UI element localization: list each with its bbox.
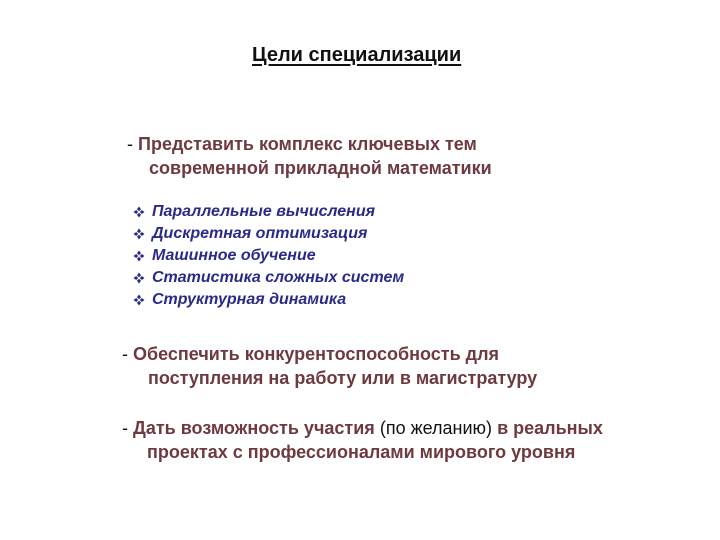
goal-represent-topics xyxy=(127,132,492,180)
goal-competitiveness xyxy=(122,342,537,390)
list-item xyxy=(133,223,404,245)
goal-parenthetical: (по желанию) xyxy=(379,418,493,438)
goal-line xyxy=(122,416,603,440)
goal-text: Обеспечить конкурентоспособность для xyxy=(133,344,500,364)
topic-list xyxy=(133,201,404,311)
goal-line: поступления на работу или в магистратуру xyxy=(148,368,538,388)
goal-line xyxy=(122,342,537,366)
diamond-bullet-icon xyxy=(133,250,145,262)
topic-label: Структурная динамика xyxy=(152,291,347,308)
page-title: Цели специализации xyxy=(252,44,462,66)
goal-line: современной прикладной математики xyxy=(149,158,492,178)
dash-marker: - xyxy=(127,134,133,154)
goal-line xyxy=(127,132,492,156)
goal-text: в реальных xyxy=(497,418,603,438)
goal-text: Представить комплекс ключевых тем xyxy=(138,134,477,154)
goal-real-projects xyxy=(122,416,603,464)
dash-marker: - xyxy=(122,344,128,364)
dash-marker: - xyxy=(122,418,128,438)
topic-label: Дискретная оптимизация xyxy=(152,225,368,242)
list-item xyxy=(133,245,404,267)
goal-line: проектах с профессионалами мирового уровня xyxy=(147,442,576,462)
diamond-bullet-icon xyxy=(133,206,145,218)
diamond-bullet-icon xyxy=(133,228,145,240)
topic-label: Машинное обучение xyxy=(152,247,316,264)
diamond-bullet-icon xyxy=(133,294,145,306)
topic-label: Статистика сложных систем xyxy=(152,269,405,286)
list-item xyxy=(133,201,404,223)
goal-text: Дать возможность участия xyxy=(133,418,375,438)
list-item xyxy=(133,289,404,311)
diamond-bullet-icon xyxy=(133,272,145,284)
topic-label: Параллельные вычисления xyxy=(152,203,376,220)
list-item xyxy=(133,267,404,289)
